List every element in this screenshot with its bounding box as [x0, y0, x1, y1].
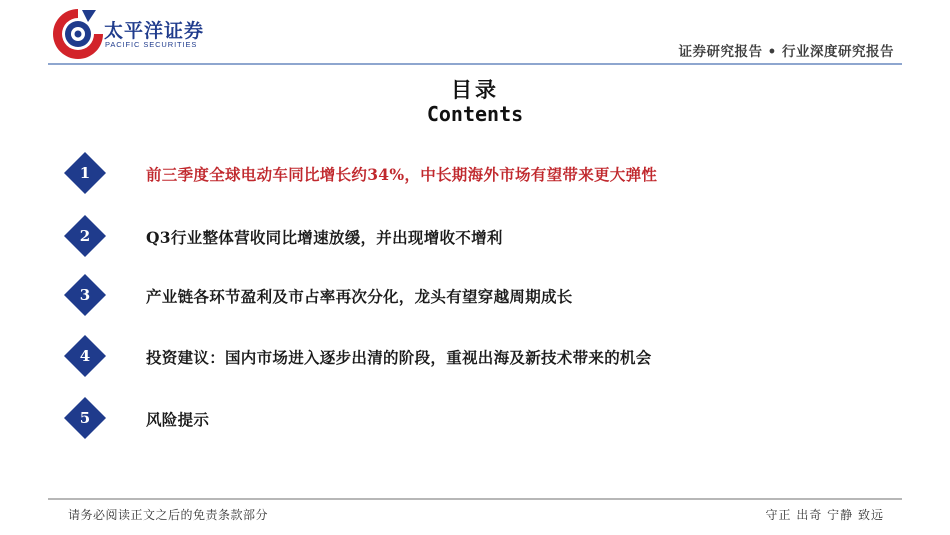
diamond-number-icon [64, 274, 106, 316]
toc-item-3[interactable] [62, 272, 912, 318]
diamond-number-icon [64, 335, 106, 377]
toc-item-2[interactable] [62, 213, 912, 259]
toc-title-cn: 目录 [451, 77, 499, 102]
toc-item-number: 2 [79, 227, 91, 245]
toc-item-number: 3 [79, 286, 91, 304]
diamond-number-icon [64, 152, 106, 194]
toc-item-text: Q3行业整体营收同比增速放缓，并出现增收不增利 [146, 228, 503, 247]
toc-item-text: 投资建议：国内市场进入逐步出清的阶段，重视出海及新技术带来的机会 [146, 348, 652, 367]
toc-item-number: 4 [79, 347, 91, 365]
toc-item-text: 前三季度全球电动车同比增长约34%，中长期海外市场有望带来更大弹性 [146, 165, 658, 184]
footer-disclaimer: 请务必阅读正文之后的免责条款部分 [68, 508, 269, 522]
brand-name-en: PACIFIC SECURITIES [105, 40, 198, 49]
toc-item-number: 1 [79, 164, 91, 182]
toc-item-text: 风险提示 [146, 410, 210, 429]
header-divider [48, 63, 902, 65]
toc-title-en: Contents [426, 102, 524, 126]
footer-divider [48, 498, 902, 500]
toc-item-4[interactable] [62, 333, 912, 379]
brand-name-cn: 太平洋证券 [104, 20, 205, 42]
report-type-title: 证券研究报告 • 行业深度研究报告 [678, 44, 894, 60]
toc-item-5[interactable] [62, 395, 912, 441]
diamond-number-icon [64, 215, 106, 257]
toc-item-1[interactable] [62, 150, 912, 196]
toc-item-text: 产业链各环节盈利及市占率再次分化，龙头有望穿越周期成长 [146, 287, 573, 306]
toc-item-number: 5 [79, 409, 91, 427]
brand-logo-icon [48, 6, 108, 60]
diamond-number-icon [64, 397, 106, 439]
footer-motto: 守正 出奇 宁静 致远 [765, 508, 884, 522]
